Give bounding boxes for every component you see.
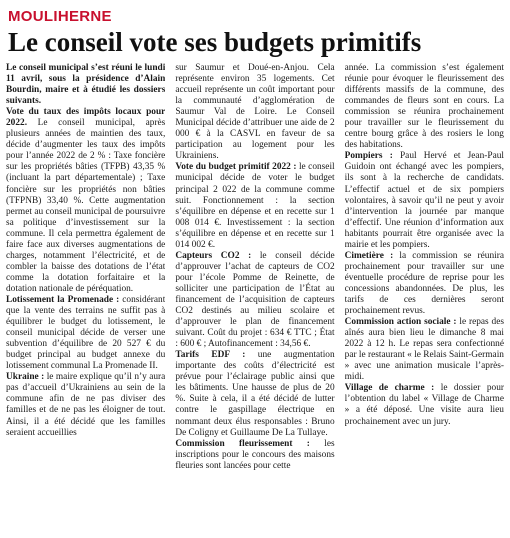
paragraph-text: une augmentation importante des coûts d’électricité est prévue pour l’éclairage public ainsi que les bâtiments. Une hausse de plus de 20 %. Suite à cela, il a été décidé de lutter contre le gaspillage électrique en nommant deux élus responsables : Bruno De Coligny et Guillaume De La Tullaye. bbox=[175, 350, 335, 438]
paragraph-text: le conseil municipal décide de voter le budget principal 2 022 de la commune comme suit. Fonctionnement : la section s’équilibre en dépense et en recette sur 1 008 014 €. Investissement : la section s’équilibre en dépense et en recette sur 1 014 002 €. bbox=[175, 162, 335, 250]
paragraph-budget-primitif bbox=[175, 162, 334, 250]
subhead: Vote du taux des impôts locaux pour 2022. bbox=[6, 107, 166, 129]
subhead: Ukraine : bbox=[6, 372, 45, 383]
subhead: Pompiers : bbox=[344, 151, 393, 162]
paragraph-text: la commission se réunira prochainement pour travailler sur une éventuelle procédure de reprise pour les concessions abandonnées. De plus, les tarifs de ces dernières seront prochainement revus. bbox=[344, 250, 504, 317]
paragraph-continued: année. La commission s’est également réunie pour évoquer le fleurissement des différents massifs de la commune, des commandes de fleurs sont en cours. La commission se réunira prochainement pour travailler sur le fleurissement du centre bourg grâce à des rosiers le long des habitations. bbox=[344, 63, 504, 151]
paragraph-capteurs-co2 bbox=[175, 251, 334, 350]
paragraph-village-charme bbox=[345, 383, 504, 427]
headline: Le conseil vote ses budgets primitifs bbox=[8, 27, 422, 57]
paragraph-text: considérant que la vente des terrains ne suffit pas à équilibrer le budget du lotissement, le conseil municipal décide de verser une subvention d’équilibre de 20 527 € du budget principal au budget annexe du lotissement communal La Promenade II. bbox=[6, 294, 166, 372]
subhead: Vote du budget primitif 2022 : bbox=[175, 162, 297, 173]
paragraph-text: le maire explique qu’il n’y aura pas d’accueil d’Ukrainiens au sein de la commune afin de ne pas diviser des familles et de ne pas les éloigner de tout. Ainsi, il a été décidé que les familles seraient accueillies bbox=[6, 372, 166, 438]
paragraph-taux-impots bbox=[6, 107, 165, 295]
paragraph-pompiers bbox=[345, 151, 504, 250]
column-3 bbox=[345, 63, 504, 472]
paragraph-text: les inscriptions pour le concours des maisons fleuries sont lancées pour cette bbox=[175, 438, 335, 471]
subhead: Lotissement la Promenade : bbox=[6, 294, 120, 305]
lead-paragraph: Le conseil municipal s’est réuni le lundi 11 avril, sous la présidence d’Alain Bourdin, maire et à étudié les dossiers suivants. bbox=[6, 63, 166, 107]
paragraph-continued: sur Saumur et Doué-en-Anjou. Cela représente environ 35 logements. Cet accueil représente un coût important pour la communauté d’agglomération de Saumur Val de Loire. Le Conseil Municipal décide d’attribuer une aide de 2 000 € à la CASVL en faveur de sa participation au logement pour les Ukrainiens. bbox=[175, 63, 335, 162]
paragraph-text: Le conseil municipal, après plusieurs années de maintien des taux, décide d’augmenter les taux des impôts pour l’année 2022 de 2 % : Taxe foncière sur les propriétés bâties (TFPB) 43,35 % (incluant la part départementale) ; Taxe foncière sur les propriétés non bâties (TFPNB) 33,40 %. Cette augmentation permet au conseil municipal de poursuivre sa politique d’investissement sur la commune. Il cela permettra également de faire face aux diverses augmentations de charges, notamment l’électricité, et de combler la baisse des dotations de l’état comme la dotation forfaitaire et la dotation nationale de péréquation. bbox=[6, 118, 166, 294]
subhead: Cimetière : bbox=[344, 250, 394, 261]
section-kicker: MOULIHERNE bbox=[8, 8, 112, 25]
subhead: Capteurs CO2 : bbox=[175, 250, 252, 261]
paragraph-fleurissement bbox=[175, 439, 334, 472]
paragraph-text: le repas des aînés aura bien lieu le dimanche 8 mai 2022 à 12 h. Le repas sera confectionné par le restaurant « le Relais Saint-Germain » avec une animation musicale l’après-midi. bbox=[344, 317, 504, 383]
subhead: Village de charme : bbox=[344, 383, 435, 394]
paragraph-cimetiere bbox=[345, 251, 504, 317]
paragraph-text: Paul Hervé et Jean-Paul Guidoin ont échangé avec les pompiers, ils sont à la recherche de candidats. L’effectif actuel et de six pompiers volontaires, à savoir qu’il ne peut y avoir d’intervention la journée par manque d’effectif. Une réunion d’information aux habitants pourrait être organisée avec la mairie et les pompiers. bbox=[344, 151, 504, 250]
paragraph-text: le dossier pour l’obtention du label « Village de Charme » a été déposé. Une visite aura lieu prochainement avec un jury. bbox=[344, 383, 504, 427]
subhead: Commission action sociale : bbox=[344, 317, 457, 328]
paragraph-action-sociale bbox=[345, 317, 504, 383]
subhead: Tarifs EDF : bbox=[175, 350, 246, 361]
column-1 bbox=[6, 63, 165, 472]
article-body bbox=[6, 63, 504, 472]
paragraph-ukraine bbox=[6, 372, 165, 438]
column-2 bbox=[175, 63, 334, 472]
paragraph-lotissement bbox=[6, 295, 165, 372]
paragraph-text: le conseil décide d’approuver l’achat de capteurs de CO2 pour l’école Pomme de Reinette, de solliciter une participation de l’État au financement de l’acquisition de capteurs CO2 destinés au milieu scolaire et d’approuver le plan de financement suivant. Coût du projet : 634 € TTC ; État : 600 € ; Autofinancement : 34,56 €. bbox=[175, 250, 335, 350]
paragraph-tarifs-edf bbox=[175, 350, 334, 438]
subhead: Commission fleurissement : bbox=[175, 438, 310, 449]
